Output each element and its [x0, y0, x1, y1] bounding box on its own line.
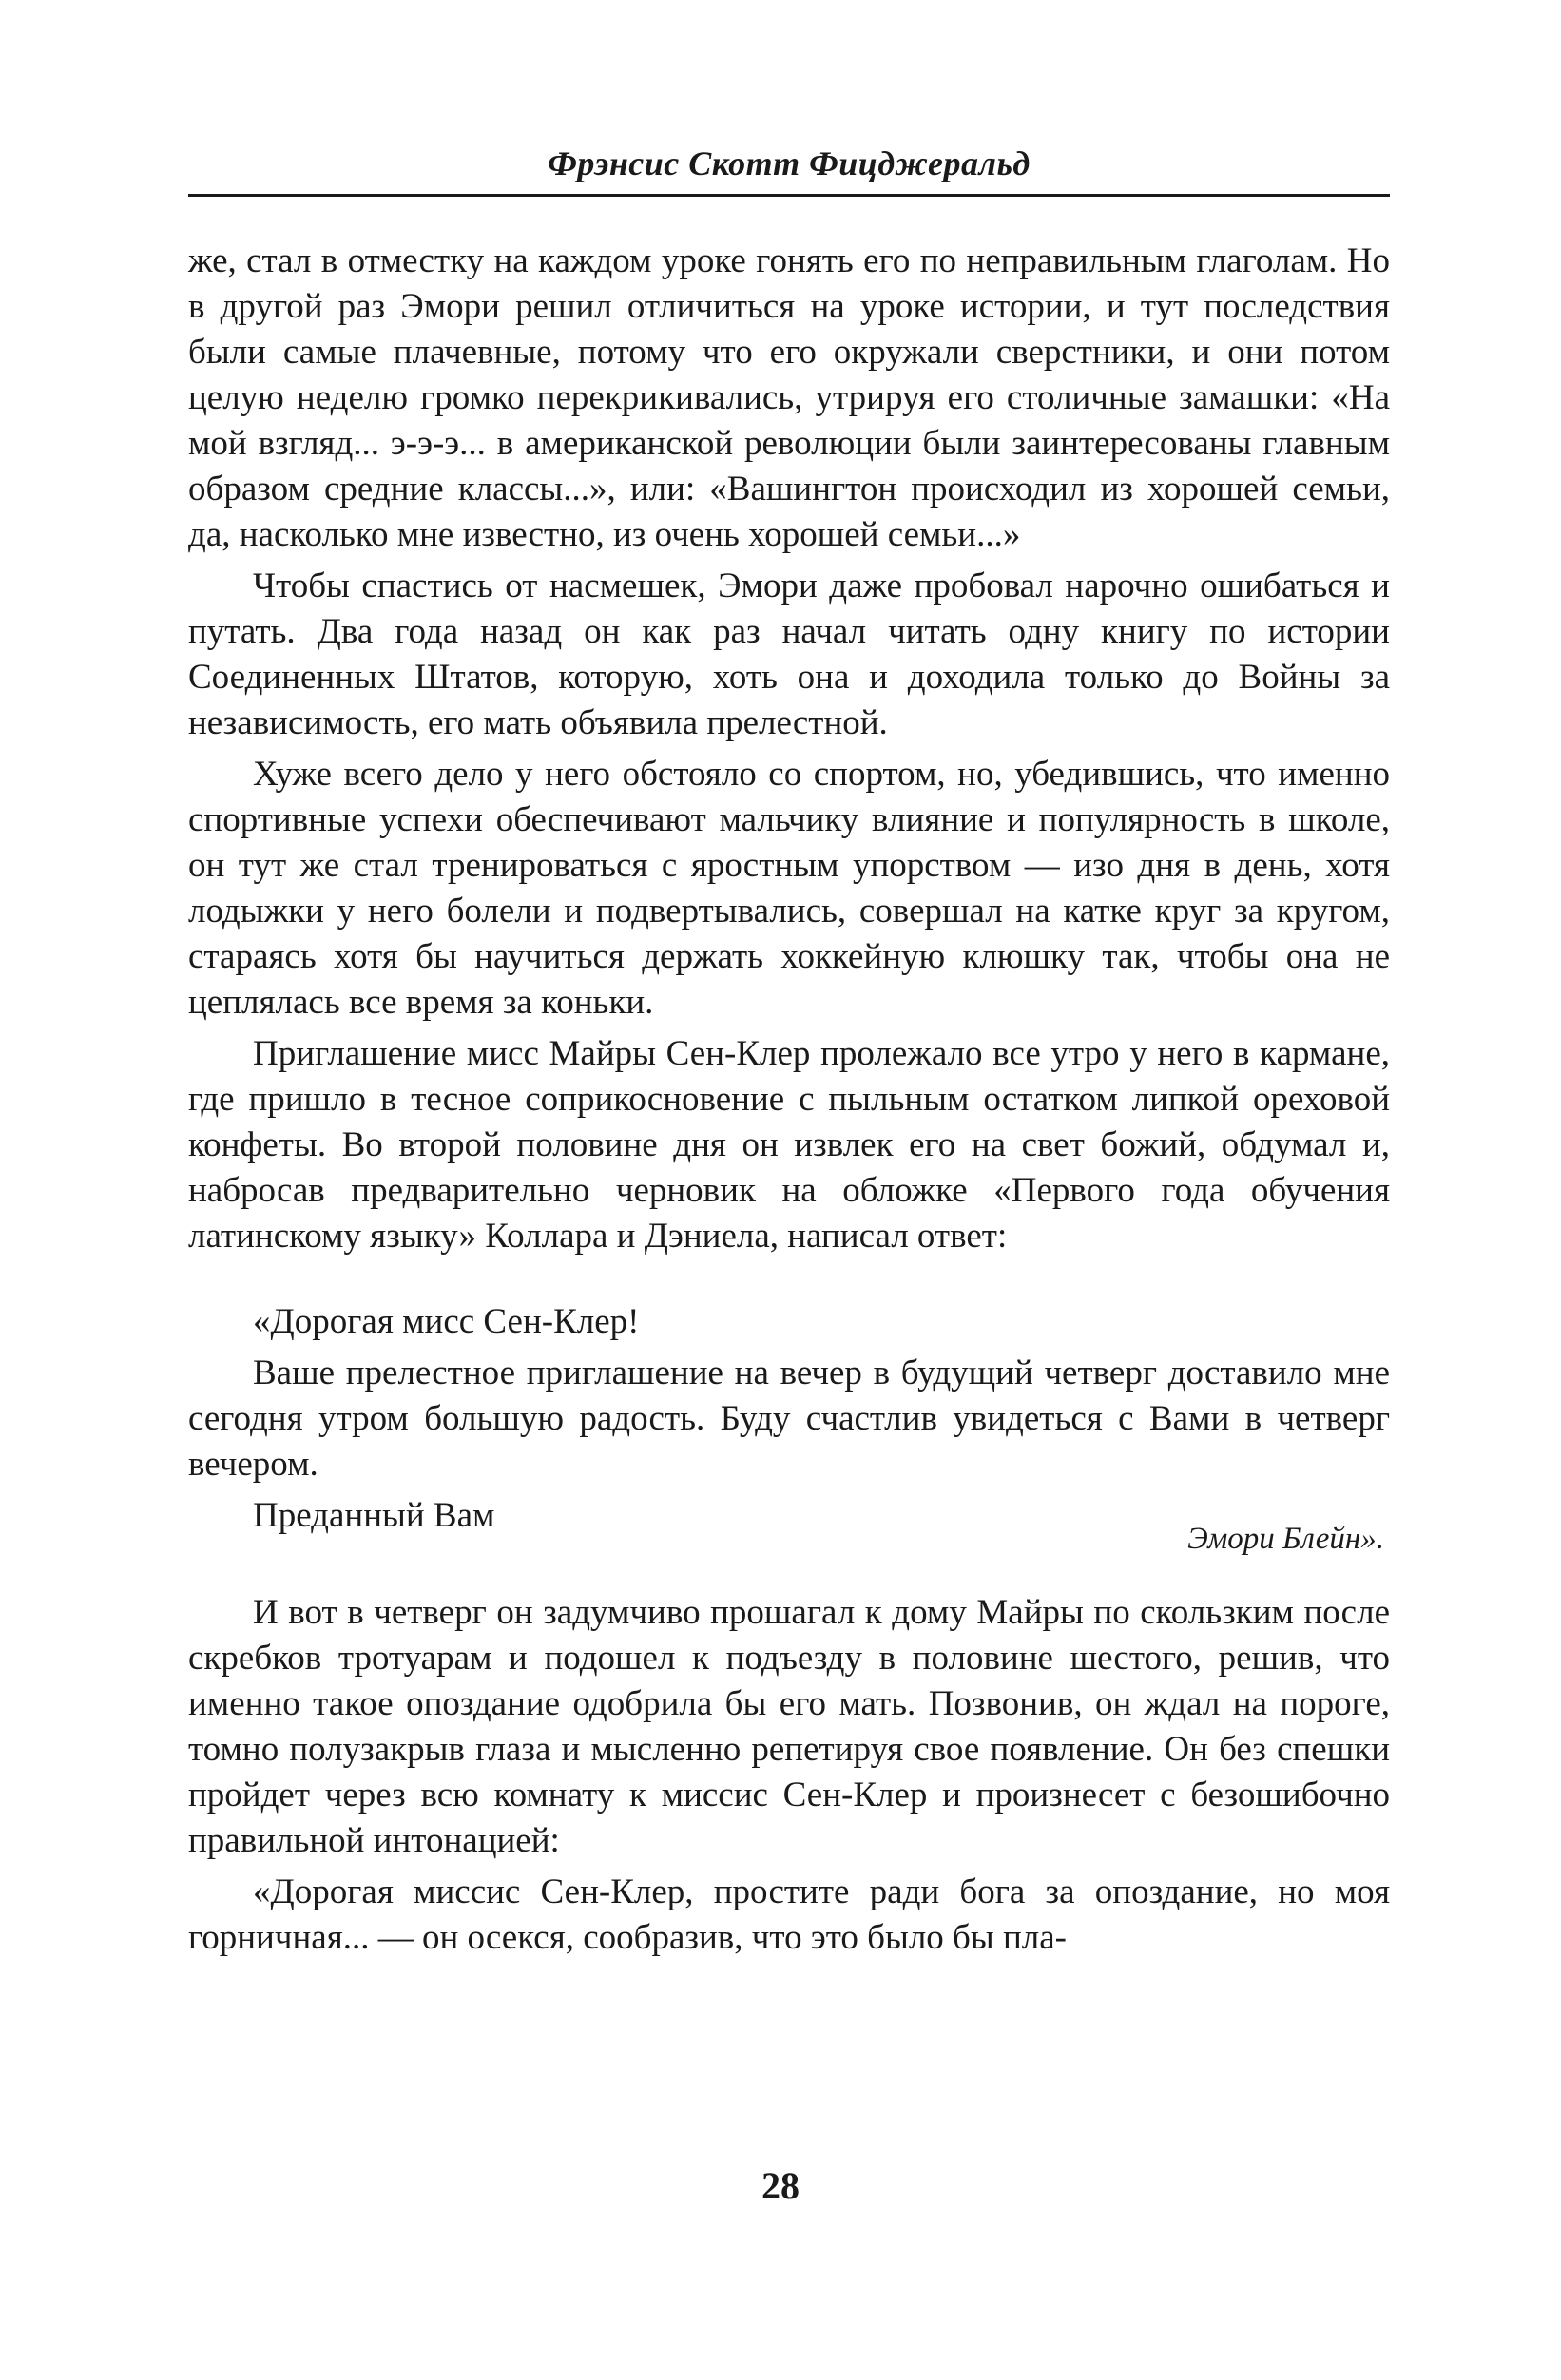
page-number: 28 — [761, 2164, 800, 2207]
paragraph: Приглашение мисс Майры Сен-Клер пролежало все утро у него в кармане, где пришло в тесное соприкосновение с пыльным остатком липкой ореховой конфеты. Во второй половине дня он извлек его на свет божий, обдумал и, набросав предварительно черновик на обложке «Первого года обучения латинскому языку» Коллара и Дэниела, написал ответ: — [188, 1034, 1390, 1256]
letter-salutation: «Дорогая мисс Сен-Клер! — [253, 1302, 640, 1341]
letter-signoff — [188, 1493, 1390, 1556]
letter-body: Ваше прелестное приглашение на вечер в будущий четверг доставило мне сегодня утром большую радость. Буду счастлив увидеться с Вами в четверг вечером. — [188, 1353, 1390, 1484]
paragraph: же, стал в отместку на каждом уроке гонять его по неправильным глаголам. Но в другой раз Эмори решил отличиться на уроке истории, и тут последствия были самые плачевные, потому что его окружали сверстники, и они потом целую неделю громко перекрикивались, утрируя его столичные замашки: «На мой взгляд... э-э-э... в американской революции были заинтересованы главным образом средние классы...», или: «Вашингтон происходил из хорошей семьи, да, насколько мне известно, из очень хорошей семьи...» — [188, 241, 1390, 554]
letter-signature: Эмори Блейн». — [1187, 1522, 1384, 1556]
running-head: Фрэнсис Скотт Фицджеральд — [188, 143, 1390, 197]
paragraph: Хуже всего дело у него обстояло со спортом, но, убедившись, что именно спортивные успехи обеспечивают мальчику влияние и популярность в школе, он тут же стал тренироваться с яростным упорством — изо дня в день, хотя лодыжки у него болели и подвертывались, совершал на катке круг за кругом, стараясь хотя бы научиться держать хоккейную клюшку так, чтобы она не цеплялась все время за коньки. — [188, 755, 1390, 1022]
letter-block — [188, 1299, 1390, 1556]
paragraph: Чтобы спастись от насмешек, Эмори даже пробовал нарочно ошибаться и путать. Два года назад он как раз начал читать одну книгу по истории Соединенных Штатов, которую, хоть она и доходила только до Войны за независимость, его мать объявила прелестной. — [188, 566, 1390, 742]
body-text — [188, 239, 1390, 1961]
book-page — [188, 143, 1390, 1967]
paragraph: «Дорогая миссис Сен-Клер, простите ради бога за опоздание, но моя горничная... — он осекся, сообразив, что это было бы пла- — [188, 1872, 1390, 1957]
paragraph: И вот в четверг он задумчиво прошагал к дому Майры по скользким после скребков тротуарам и подошел к подъезду в половине шестого, решив, что именно такое опоздание одобрила бы его мать. Позвонив, он ждал на пороге, томно полузакрыв глаза и мысленно репетируя свое появление. Он без спешки пройдет через всю комнату к миссис Сен-Клер и произнесет с безошибочно правильной интонацией: — [188, 1593, 1390, 1860]
letter-closing: Преданный Вам — [253, 1496, 495, 1535]
